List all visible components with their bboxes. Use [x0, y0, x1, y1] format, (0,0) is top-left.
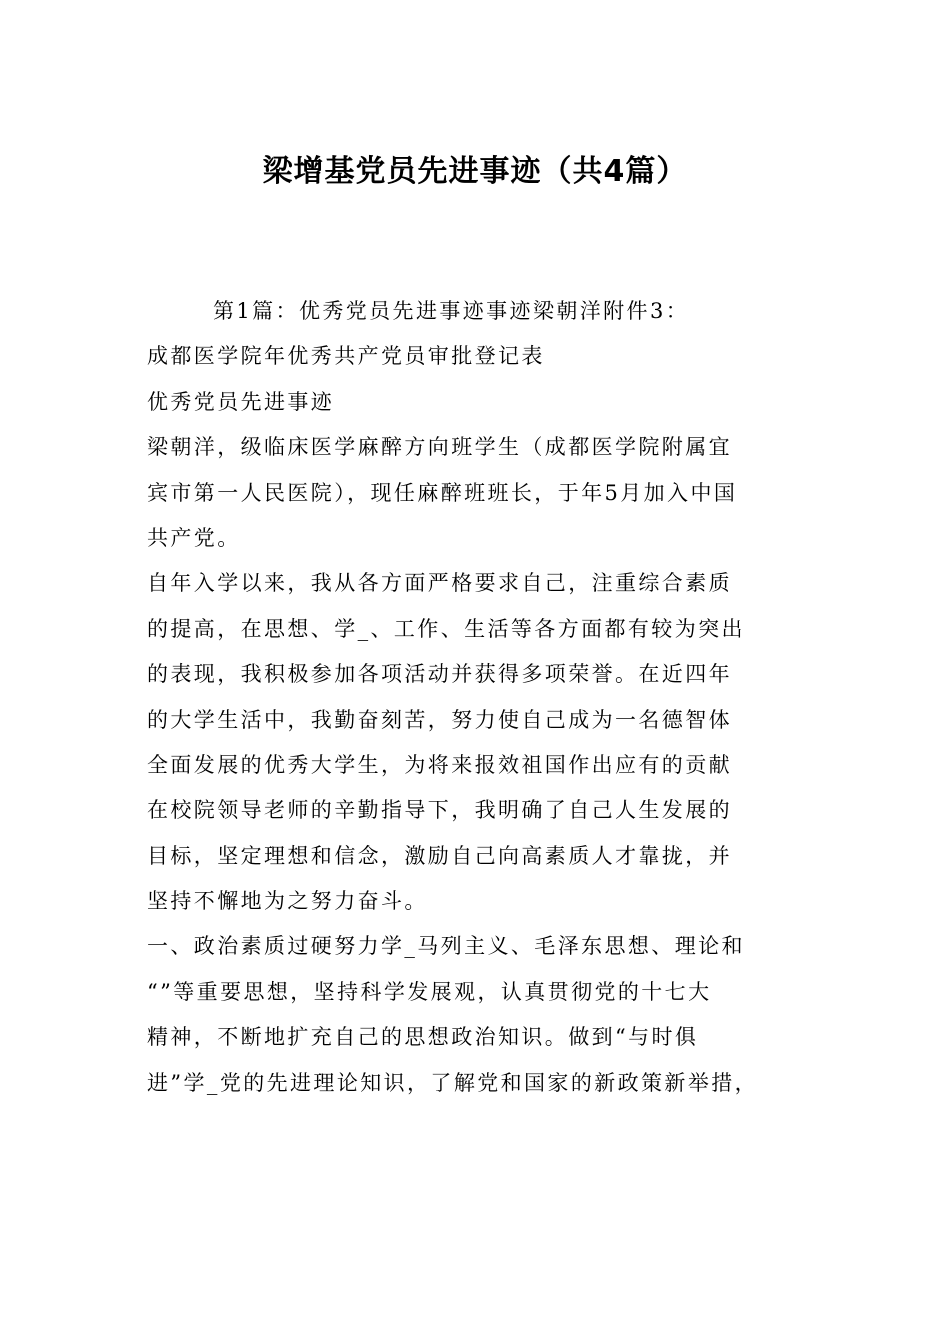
text-line: 宾市第一人民医院），现任麻醉班班长，于年5月加入中国 [147, 480, 738, 505]
text-line: 优秀党员先进事迹 [147, 389, 335, 414]
text-line: 的大学生活中，我勤奋刻苦，努力使自己成为一名德智体 [147, 707, 732, 732]
text-line: 共产党。 [147, 525, 241, 550]
text-line: 第1篇：优秀党员先进事迹事迹梁朝洋附件3： [213, 299, 690, 323]
text-line: 进”学_党的先进理论知识，了解党和国家的新政策新举措， [147, 1070, 759, 1095]
document-title: 梁增基党员先进事迹（共4篇） [262, 154, 688, 189]
document-body [147, 289, 817, 1106]
text-line: 精神，不断地扩充自己的思想政治知识。做到“与时俱 [147, 1025, 699, 1050]
text-line: “”等重要思想，坚持科学发展观，认真贯彻党的十七大 [147, 979, 712, 1004]
text-line: 梁朝洋，级临床医学麻醉方向班学生（成都医学院附属宜 [147, 435, 732, 460]
text-line: 全面发展的优秀大学生，为将来报效祖国作出应有的贡献 [147, 752, 732, 777]
text-line: 一、政治素质过硬努力学_马列主义、毛泽东思想、理论和 [147, 934, 745, 959]
text-line: 目标，坚定理想和信念，激励自己向高素质人才靠拢，并 [147, 843, 732, 868]
text-line: 的提高，在思想、学_、工作、生活等各方面都有较为突出 [147, 616, 745, 641]
text-line: 在校院领导老师的辛勤指导下，我明确了自己人生发展的 [147, 798, 732, 823]
text-line: 自年入学以来，我从各方面严格要求自己，注重综合素质 [147, 571, 732, 596]
text-line: 成都医学院年优秀共产党员审批登记表 [147, 344, 545, 369]
text-line: 坚持不懈地为之努力奋斗。 [147, 889, 428, 914]
text-line: 的表现，我积极参加各项活动并获得多项荣誉。在近四年 [147, 662, 732, 687]
